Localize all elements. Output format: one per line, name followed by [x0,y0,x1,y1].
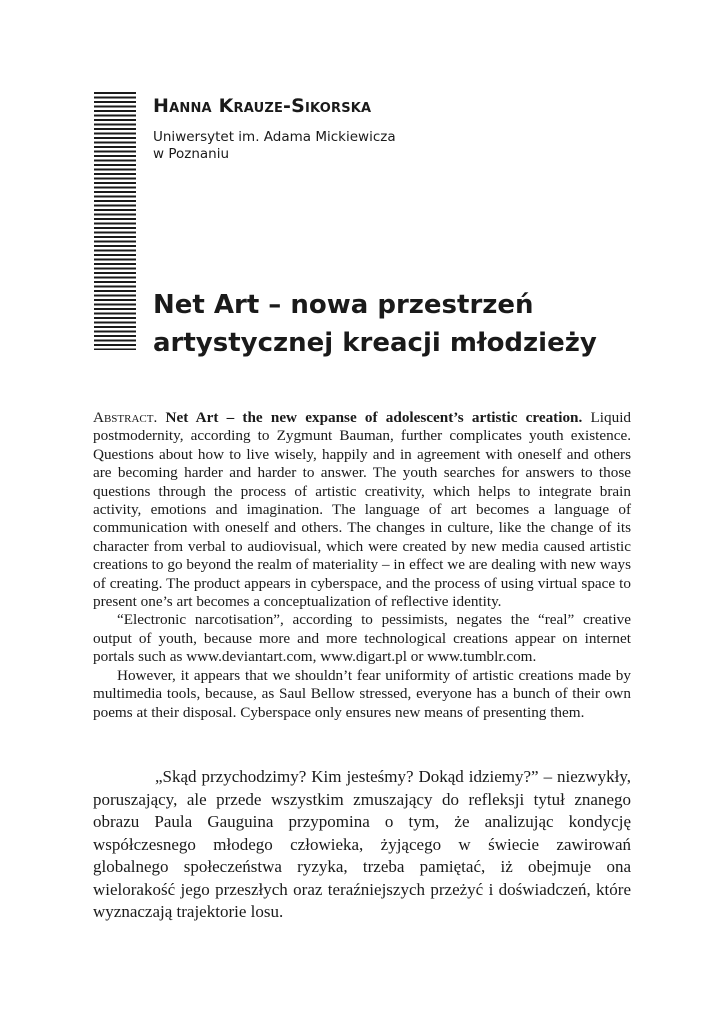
abstract-paragraph-1 [93,409,631,611]
decorative-stripe-block [94,92,136,350]
author-affiliation [153,129,396,163]
title-line-1: Net Art – nowa przestrzeń [153,290,534,320]
abstract-label: Abstract. [93,409,158,426]
abstract-paragraph-3: However, it appears that we shouldn’t fear uniformity of artistic creations made by multimedia tools, because, as Saul Bellow stressed, everyone has a bunch of their own poems at their disposal. Cyberspace only ensures new means of presenting them. [93,666,631,721]
abstract-paragraph-1-text: Liquid postmodernity, according to Zygmunt Bauman, further complicates youth existence. Questions about how to live wisely, happily and in agreement with oneself and others are becoming harder and harder to answer. The youth searches for answers to those questions through the process of artistic creativity, which helps to integrate brain activity, emotions and imagination. The language of art becomes a language of communication with oneself and others. The changes in culture, like the change of its character from verbal to audiovisual, which were created by new media caused artistic creations to go beyond the realm of materiality – in effect we are dealing with new ways of creating. The product appears in cyberspace, and the process of using virtual space to present one’s art becomes a conceptualization of reflective identity. [93,409,632,611]
author-name: Hanna Krauze-Sikorska [153,95,372,117]
affiliation-line-2: w Poznaniu [153,146,230,162]
affiliation-line-1: Uniwersytet im. Adama Mickiewicza [153,129,396,145]
body-paragraph-1: „Skąd przychodzimy? Kim jesteśmy? Dokąd idziemy?” – niezwykły, poruszający, ale przede wszystkim zmuszający do refleksji tytuł znanego obrazu Paula Gauguina przypomina o tym, że analizując kondycję współczesnego młodego człowieka, żyjącego w świecie zawirowań globalnego społeczeństwa ryzyka, trzeba pamiętać, iż obejmuje ona wielorakość jego przeszłych oraz teraźniejszych przeżyć i doświadczeń, które wyznaczają trajektorie losu. [93,767,631,921]
abstract-heading: Net Art – the new expanse of adolescent’s artistic creation. [165,409,583,426]
title-line-2: artystycznej kreacji młodzieży [153,328,597,358]
article-title [153,286,597,362]
abstract-paragraph-2: “Electronic narcotisation”, according to pessimists, negates the “real” creative output of youth, because more and more technological creations appear on internet portals such as www.deviantart.com, www.digart.pl or www.tumblr.com. [93,611,631,666]
body-section [93,766,631,924]
abstract-section [93,409,631,722]
